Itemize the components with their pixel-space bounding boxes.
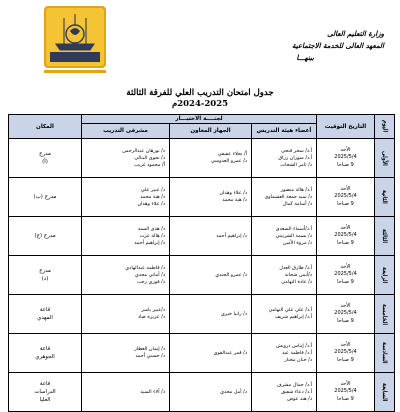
supervisors-line: د/ هدى السيد bbox=[137, 225, 165, 232]
place-cell bbox=[9, 178, 82, 217]
table-row bbox=[9, 295, 395, 334]
faculty-line: أ.د/ فاطمة عيد bbox=[282, 349, 312, 356]
place-line: قاعة bbox=[39, 346, 51, 352]
faculty-line: أ.د/ علي علي التهامي bbox=[268, 307, 312, 313]
title-line-1: جدول امتحان التدريب العلي للفرقة الثالثة bbox=[126, 88, 274, 98]
date-line: 9 صباحا bbox=[337, 395, 354, 402]
faculty-line: أ.د/ دعاء شفيق bbox=[281, 388, 312, 395]
supervisors-line: د/ علاء وهدان bbox=[137, 200, 165, 207]
date-line: 9 صباحا bbox=[337, 278, 354, 285]
date-line: الأحد bbox=[340, 302, 351, 309]
faculty-line: أ.د/ إيناس درويش bbox=[275, 342, 312, 349]
supervisors-line: د/ آلاء السيد bbox=[140, 388, 165, 395]
institute-name: المعهد العالى للخدمة الاجتماعية bbox=[291, 41, 384, 50]
place-line: الدراسات bbox=[34, 389, 56, 395]
assistant-line: د/ رانيا خيري bbox=[220, 310, 247, 317]
day-cell: الثانية bbox=[375, 178, 395, 217]
date-line: 2025/5/4 bbox=[334, 388, 357, 395]
date-line: 9 صباحا bbox=[337, 356, 354, 363]
date-line: الأحد bbox=[340, 224, 351, 231]
place-cell bbox=[9, 334, 82, 373]
place-line: المهدي bbox=[37, 315, 53, 321]
date-cell bbox=[317, 373, 375, 412]
supervisors-line: أ/ محمود غريب bbox=[134, 161, 165, 168]
supervisors-line: د/ هبة محمد bbox=[140, 193, 165, 200]
day-cell: الخامسة bbox=[375, 295, 395, 334]
assistant-cell bbox=[170, 256, 252, 295]
assistant-line: د/ عمرو العدوسي bbox=[210, 158, 247, 164]
date-line: الأحد bbox=[340, 263, 351, 270]
faculty-line: أ.د/أسماء السعدى bbox=[275, 225, 312, 232]
supervisors-cell bbox=[82, 373, 170, 412]
assistant-line: د/ إبراهيم أحمد bbox=[216, 232, 247, 239]
faculty-cell bbox=[252, 373, 317, 412]
header-datetime: التاريخ التوقيت bbox=[317, 115, 375, 139]
date-line: 9 صباحا bbox=[337, 317, 354, 324]
assistant-cell bbox=[170, 373, 252, 412]
faculty-line: د/ أسامة كمال bbox=[282, 200, 312, 207]
supervisors-line: د/ فاطمة عبدالهادي bbox=[125, 264, 165, 271]
header-faculty: أعضاء هيئة التدريس bbox=[252, 124, 317, 139]
faculty-line: د/ هند عوض bbox=[287, 395, 312, 402]
faculty-cell bbox=[252, 217, 317, 256]
supervisors-line: د/ عزيزة صاد bbox=[138, 314, 165, 320]
assistant-line: د/ قمر عبدالقوي bbox=[213, 349, 247, 356]
header-day: اليوم bbox=[375, 115, 395, 139]
faculty-cell bbox=[252, 334, 317, 373]
place-cell bbox=[9, 373, 82, 412]
assistant-line: أ/ نجلاء عفيفي bbox=[217, 151, 247, 157]
assistant-cell bbox=[170, 334, 252, 373]
date-line: 2025/5/4 bbox=[334, 310, 357, 317]
supervisors-line: د/ أماني مجدي bbox=[134, 271, 165, 278]
header-supervisors: مشرفى التدريب bbox=[82, 124, 170, 139]
faculty-line: أ.د/ سوزان رزاق bbox=[278, 154, 312, 161]
faculty-cell bbox=[252, 256, 317, 295]
schedule-table bbox=[8, 114, 395, 412]
place-line: قاعة bbox=[39, 381, 51, 387]
supervisors-line: د/ نورهان عبدالرحمن bbox=[122, 147, 165, 154]
place-line: العليا bbox=[39, 397, 51, 403]
date-line: 9 صباحا bbox=[337, 200, 354, 207]
ministry-name: وزارة التعليم العالى bbox=[327, 29, 384, 38]
assistant-line: د/ هبة محمد bbox=[222, 197, 247, 203]
day-cell: السادسة bbox=[375, 334, 395, 373]
date-line: الأحد bbox=[340, 185, 351, 192]
faculty-cell bbox=[252, 178, 317, 217]
table-row bbox=[9, 373, 395, 412]
day-cell: الرابعة bbox=[375, 256, 395, 295]
institution-header bbox=[214, 28, 384, 64]
institute-city: ببنهـــا bbox=[296, 53, 314, 62]
supervisors-cell bbox=[82, 139, 170, 178]
assistant-cell bbox=[170, 178, 252, 217]
date-cell bbox=[317, 217, 375, 256]
table-row bbox=[9, 334, 395, 373]
supervisors-cell bbox=[82, 217, 170, 256]
place-line: مدرج bbox=[39, 268, 51, 274]
place-line: (د) bbox=[41, 276, 49, 282]
place-cell bbox=[9, 256, 82, 295]
supervisors-line: د/ هالة عزت bbox=[139, 232, 165, 239]
date-line: 2025/5/4 bbox=[334, 154, 357, 161]
header-committee: لجنــــة الاختبـــار bbox=[82, 115, 317, 124]
date-cell bbox=[317, 334, 375, 373]
date-cell bbox=[317, 178, 375, 217]
document-title bbox=[100, 88, 300, 110]
date-line: 2025/5/4 bbox=[334, 349, 357, 356]
faculty-line: د/ ثامر الشحات bbox=[280, 161, 312, 168]
supervisors-cell bbox=[82, 256, 170, 295]
date-line: الأحد bbox=[340, 380, 351, 387]
place-line: الجوهري bbox=[35, 354, 55, 360]
faculty-line: د/ حنان مختار bbox=[284, 356, 312, 363]
date-line: 9 صباحا bbox=[337, 161, 354, 168]
faculty-line: د/أيمن شحاتة bbox=[284, 271, 312, 278]
faculty-line: أ.د/ إبراهيم شريف bbox=[274, 314, 312, 320]
day-cell: الثالثة bbox=[375, 217, 395, 256]
assistant-line: د/ أمل مجدي bbox=[220, 388, 247, 395]
date-line: 2025/5/4 bbox=[334, 232, 357, 239]
supervisors-line: د/عبير ياسر bbox=[141, 307, 165, 313]
table-row bbox=[9, 217, 395, 256]
supervisors-cell bbox=[82, 178, 170, 217]
date-line: 2025/5/4 bbox=[334, 271, 357, 278]
faculty-line: أ.د/ هالة منصور bbox=[280, 186, 312, 193]
supervisors-line: د/ فوزي رجب bbox=[136, 278, 165, 285]
faculty-line: أ.د/ طارق العدل bbox=[279, 264, 312, 271]
day-cell: السابعة bbox=[375, 373, 395, 412]
faculty-cell bbox=[252, 139, 317, 178]
day-cell: الأولى bbox=[375, 139, 395, 178]
supervisors-line: د/ إبراهيم أحمد bbox=[134, 239, 165, 246]
faculty-line: أ.د/ جمال مشرف bbox=[276, 381, 312, 388]
title-line-2: 2024-2025م bbox=[171, 99, 229, 109]
place-cell bbox=[9, 139, 82, 178]
supervisors-cell bbox=[82, 334, 170, 373]
assistant-line: د/ علاء وهدان bbox=[219, 190, 247, 196]
supervisors-line: د/ عبير علي bbox=[140, 186, 165, 193]
faculty-line: د/ مروة الأمين bbox=[282, 239, 312, 246]
supervisors-line: د/ حسني أحمد bbox=[135, 353, 165, 359]
date-line: 9 صباحا bbox=[337, 239, 354, 246]
institute-logo bbox=[42, 4, 108, 86]
date-cell bbox=[317, 139, 375, 178]
faculty-line: أ.د/ سحر فتحى bbox=[281, 147, 312, 154]
assistant-cell bbox=[170, 217, 252, 256]
place-line: مدرج (ج) bbox=[34, 233, 56, 239]
table-row bbox=[9, 256, 395, 295]
assistant-cell bbox=[170, 295, 252, 334]
supervisors-line: د/ إيمان العطار bbox=[134, 346, 165, 352]
assistant-cell bbox=[170, 139, 252, 178]
header-place: المكان bbox=[9, 115, 82, 139]
date-cell bbox=[317, 295, 375, 334]
place-line: قاعة bbox=[39, 307, 51, 313]
date-line: الأحد bbox=[340, 341, 351, 348]
place-line: مدرج bbox=[39, 151, 51, 157]
table-row bbox=[9, 178, 395, 217]
faculty-cell bbox=[252, 295, 317, 334]
faculty-line: د/ عادة التهامي bbox=[281, 278, 312, 285]
table-row bbox=[9, 139, 395, 178]
assistant-line: د/ عمرو الجندي bbox=[215, 271, 247, 278]
place-line: (أ) bbox=[42, 159, 48, 165]
place-cell bbox=[9, 295, 82, 334]
header-assistant: الجهاز المعاون bbox=[170, 124, 252, 139]
date-cell bbox=[317, 256, 375, 295]
place-cell bbox=[9, 217, 82, 256]
place-line: مدرج (ب) bbox=[33, 194, 57, 200]
date-line: 2025/5/4 bbox=[334, 193, 357, 200]
supervisors-line: د/ نجوى البنالى bbox=[134, 154, 165, 161]
faculty-line: د/ سيد جمعة العشماوى bbox=[264, 193, 312, 200]
supervisors-cell bbox=[82, 295, 170, 334]
faculty-line: د/ بسمة الشربيني bbox=[275, 232, 312, 239]
date-line: الأحد bbox=[340, 146, 351, 153]
